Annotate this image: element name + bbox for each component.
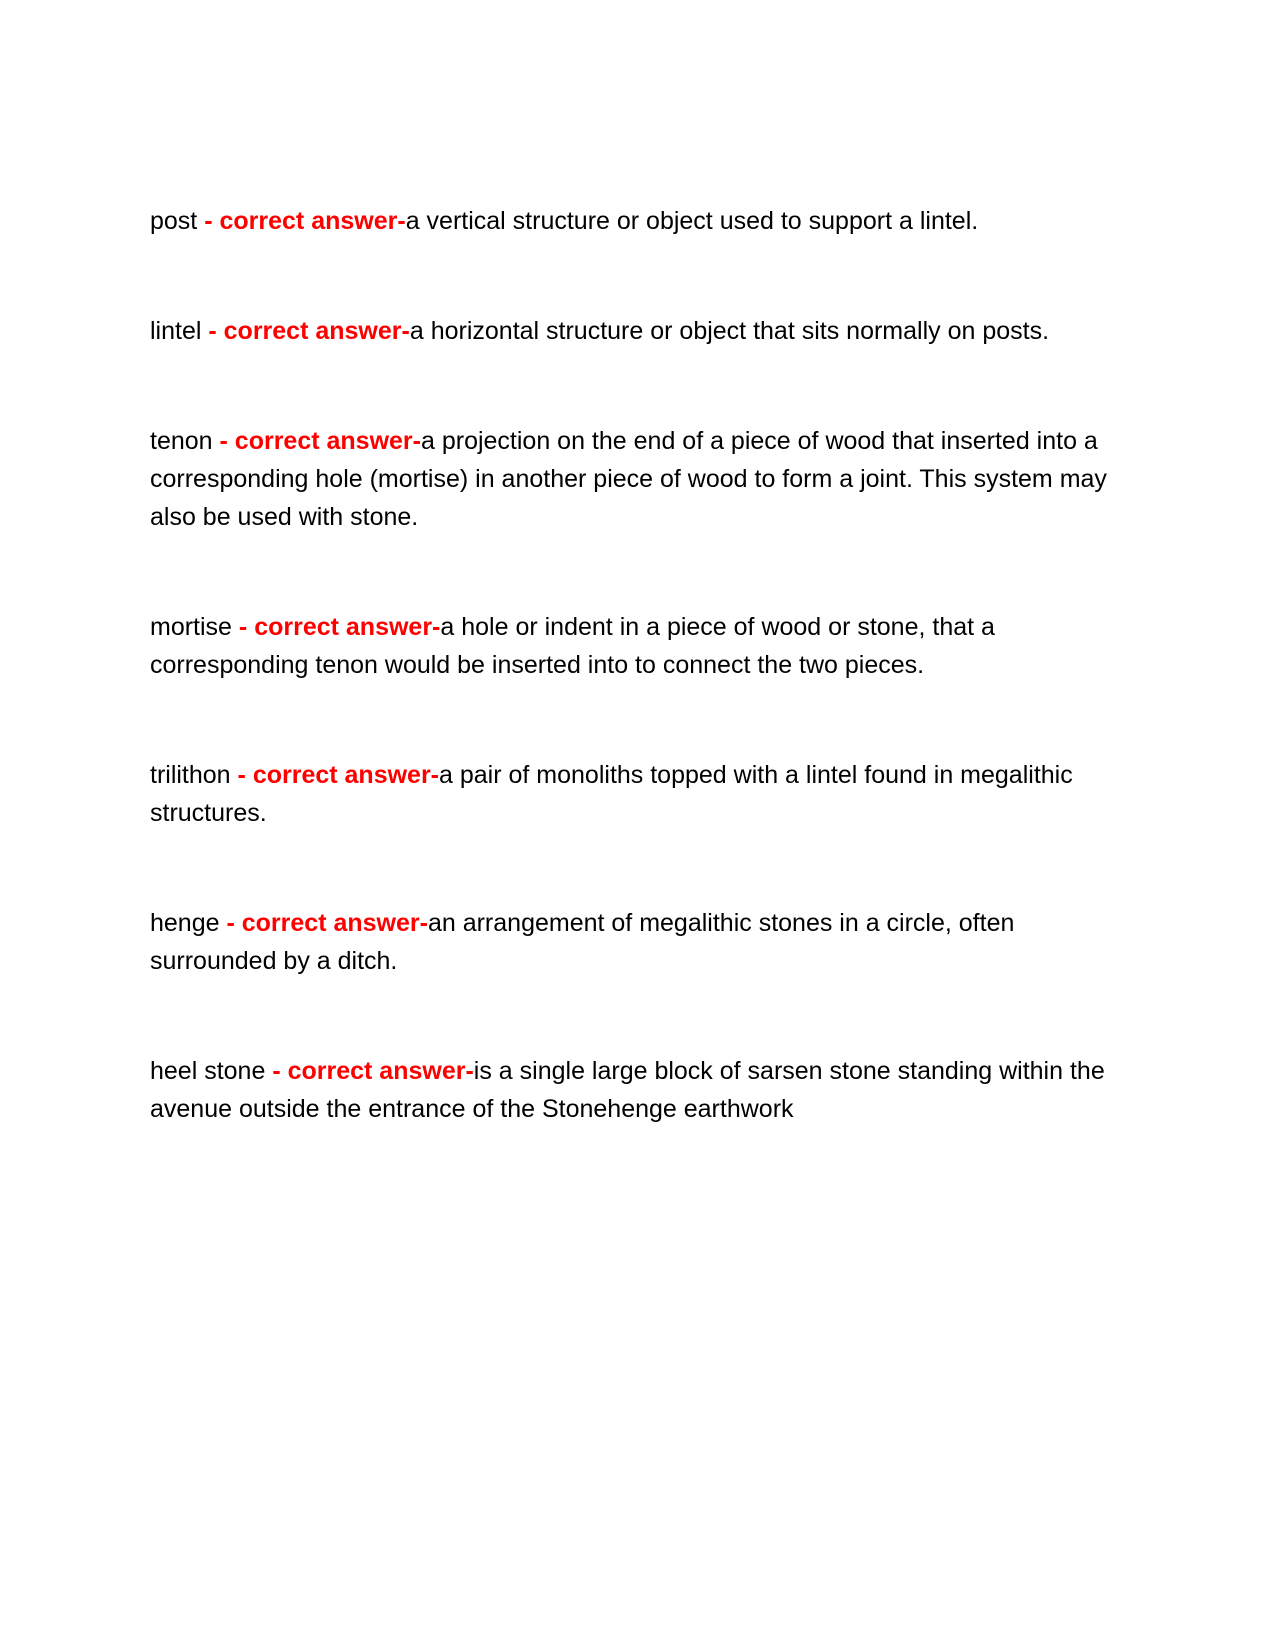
definition: a vertical structure or object used to support a lintel.: [405, 207, 979, 235]
flashcard-entry-tenon: [150, 422, 1130, 536]
flashcard-entry-henge: [150, 904, 1130, 980]
flashcard-entry-heel-stone: [150, 1052, 1130, 1128]
flashcard-entry-trilithon: [150, 756, 1130, 832]
term: heel stone: [150, 1057, 266, 1085]
definition: a pair of monoliths topped with a lintel found in megalithic structures.: [150, 761, 1073, 827]
term: tenon: [150, 427, 213, 455]
definition: is a single large block of sarsen stone standing within the avenue outside the entrance of the Stonehenge earthwork: [150, 1057, 1105, 1123]
term: post: [150, 207, 198, 235]
term: henge: [150, 909, 220, 937]
term: trilithon: [150, 761, 231, 789]
answer-separator: - correct answer-: [238, 613, 441, 641]
flashcard-list: [150, 202, 1130, 1128]
definition: an arrangement of megalithic stones in a circle, often surrounded by a ditch.: [150, 909, 1015, 975]
answer-separator: - correct answer-: [204, 207, 406, 235]
definition: a horizontal structure or object that sits normally on posts.: [409, 317, 1050, 345]
term: lintel: [150, 317, 202, 345]
definition: a projection on the end of a piece of wood that inserted into a corresponding hole (mortise) in another piece of wood to form a joint. This system may also be used with stone.: [150, 427, 1107, 531]
answer-separator: - correct answer-: [219, 427, 421, 455]
answer-separator: - correct answer-: [272, 1057, 474, 1085]
flashcard-entry-post: [150, 202, 1130, 240]
definition: a hole or indent in a piece of wood or stone, that a corresponding tenon would be inserted into to connect the two pieces.: [150, 613, 995, 679]
answer-separator: - correct answer-: [237, 761, 440, 789]
flashcard-entry-lintel: [150, 312, 1130, 350]
answer-separator: - correct answer-: [208, 317, 410, 345]
flashcard-entry-mortise: [150, 608, 1130, 684]
answer-separator: - correct answer-: [226, 909, 428, 937]
term: mortise: [150, 613, 232, 641]
